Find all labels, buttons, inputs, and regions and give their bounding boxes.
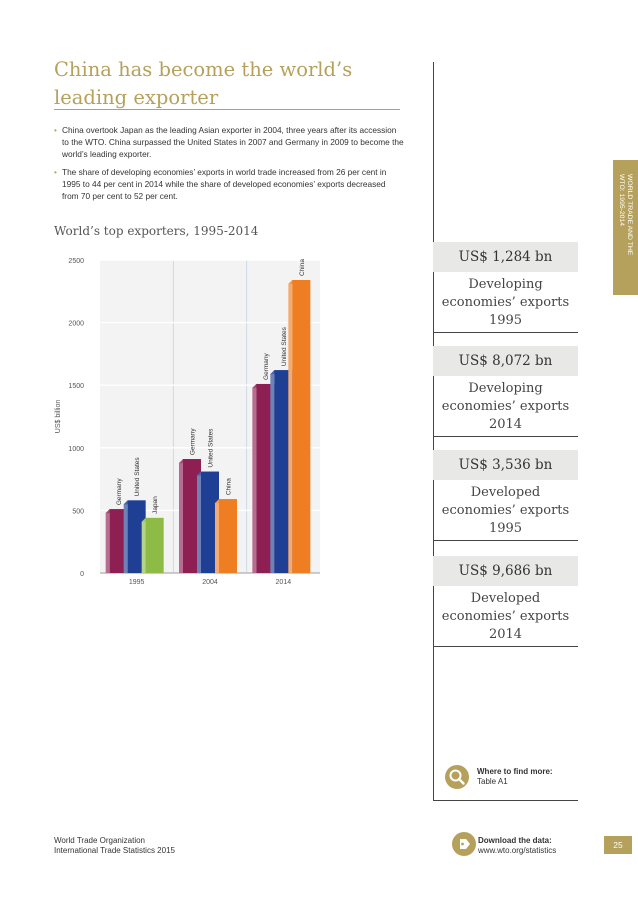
y-tick-label: 1000 <box>68 445 84 453</box>
bar <box>292 280 310 573</box>
bar-label: United States <box>134 457 142 497</box>
download-data[interactable] <box>440 830 590 860</box>
y-tick-label: 500 <box>72 508 84 516</box>
download-heading: Download the data: <box>478 836 552 845</box>
stat-label: Developing economies’ exports 2014 <box>433 376 578 437</box>
bullet-dot: • <box>54 125 57 135</box>
stat-label: Developed economies’ exports 2014 <box>433 586 578 647</box>
bullet-list <box>54 124 404 208</box>
footer-line-2: International Trade Statistics 2015 <box>54 846 175 855</box>
stat-label: Developed economies’ exports 1995 <box>433 480 578 541</box>
x-tick-label: 1995 <box>128 579 145 586</box>
bar-label: United States <box>207 428 215 468</box>
bar-side <box>124 500 128 573</box>
section-tab-label: WORLD TRADE AND THE WTO: 1995-2014 <box>618 174 633 256</box>
bar <box>146 518 164 573</box>
page-number: 25 <box>604 836 632 854</box>
bar-label: Japan <box>152 496 160 514</box>
bar-label: Germany <box>116 478 124 506</box>
footer-line-1: World Trade Organization <box>54 836 146 845</box>
find-more-reference: Table A1 <box>477 777 508 786</box>
bullet-text: China overtook Japan as the leading Asian exporter in 2004, three years after its accession to the WTO. China surpassed the United States in 2007 and Germany in 2009 to become the world’s leading exporter. <box>62 125 404 159</box>
download-text <box>478 836 556 856</box>
bar-label: United States <box>280 327 288 367</box>
data-tag-icon <box>452 832 476 856</box>
page-title: China has become the world’s leading exporter <box>54 58 353 109</box>
y-axis-label: US$ billion <box>55 399 62 434</box>
bar-label: China <box>225 478 233 496</box>
stat-amount: US$ 8,072 bn <box>433 346 578 376</box>
x-tick-label: 2004 <box>202 579 218 586</box>
section-tab <box>613 160 638 295</box>
bar <box>219 499 237 573</box>
bullet-text: The share of developing economies’ exports in world trade increased from 26 per cent in 1995 to 44 per cent in 2014 while the share of developed economies’ exports decreased from 70 per cent to 52 per cent. <box>62 167 387 201</box>
bar-side <box>252 384 256 573</box>
bar-side <box>288 280 292 573</box>
bar-side <box>106 509 110 573</box>
stat-amount: US$ 3,536 bn <box>433 450 578 480</box>
chart-title: World’s top exporters, 1995-2014 <box>54 224 259 238</box>
bar-side <box>179 459 183 573</box>
bar-side <box>197 472 201 573</box>
where-to-find-more <box>433 755 578 801</box>
y-tick-label: 1500 <box>68 383 84 391</box>
title-rule <box>54 109 400 110</box>
stat-card-developing-1995 <box>433 242 578 333</box>
download-link[interactable]: www.wto.org/statistics <box>478 846 557 855</box>
exporters-bar-chart <box>44 246 334 591</box>
footer-publisher <box>54 836 175 856</box>
bar-label: Germany <box>262 353 270 380</box>
find-more-heading: Where to find more: <box>477 767 553 776</box>
magnifier-icon <box>445 765 469 789</box>
y-tick-label: 2500 <box>68 258 84 265</box>
stat-card-developing-2014 <box>433 346 578 437</box>
bar-label: China <box>298 259 306 277</box>
stat-card-developed-2014 <box>433 556 578 647</box>
bullet-dot: • <box>54 167 57 177</box>
stat-card-developed-1995 <box>433 450 578 541</box>
stat-amount: US$ 1,284 bn <box>433 242 578 272</box>
bar-side <box>270 370 274 573</box>
y-tick-label: 2000 <box>68 320 84 328</box>
y-tick-label: 0 <box>80 571 84 578</box>
stat-label: Developing economies’ exports 1995 <box>433 272 578 333</box>
bar-label: Germany <box>189 428 197 456</box>
bullet-item <box>54 124 404 160</box>
bar-side <box>215 499 219 573</box>
bar-side <box>142 518 146 573</box>
stat-amount: US$ 9,686 bn <box>433 556 578 586</box>
x-tick-label: 2014 <box>275 579 292 586</box>
bullet-item <box>54 166 404 202</box>
find-more-text <box>477 767 553 787</box>
